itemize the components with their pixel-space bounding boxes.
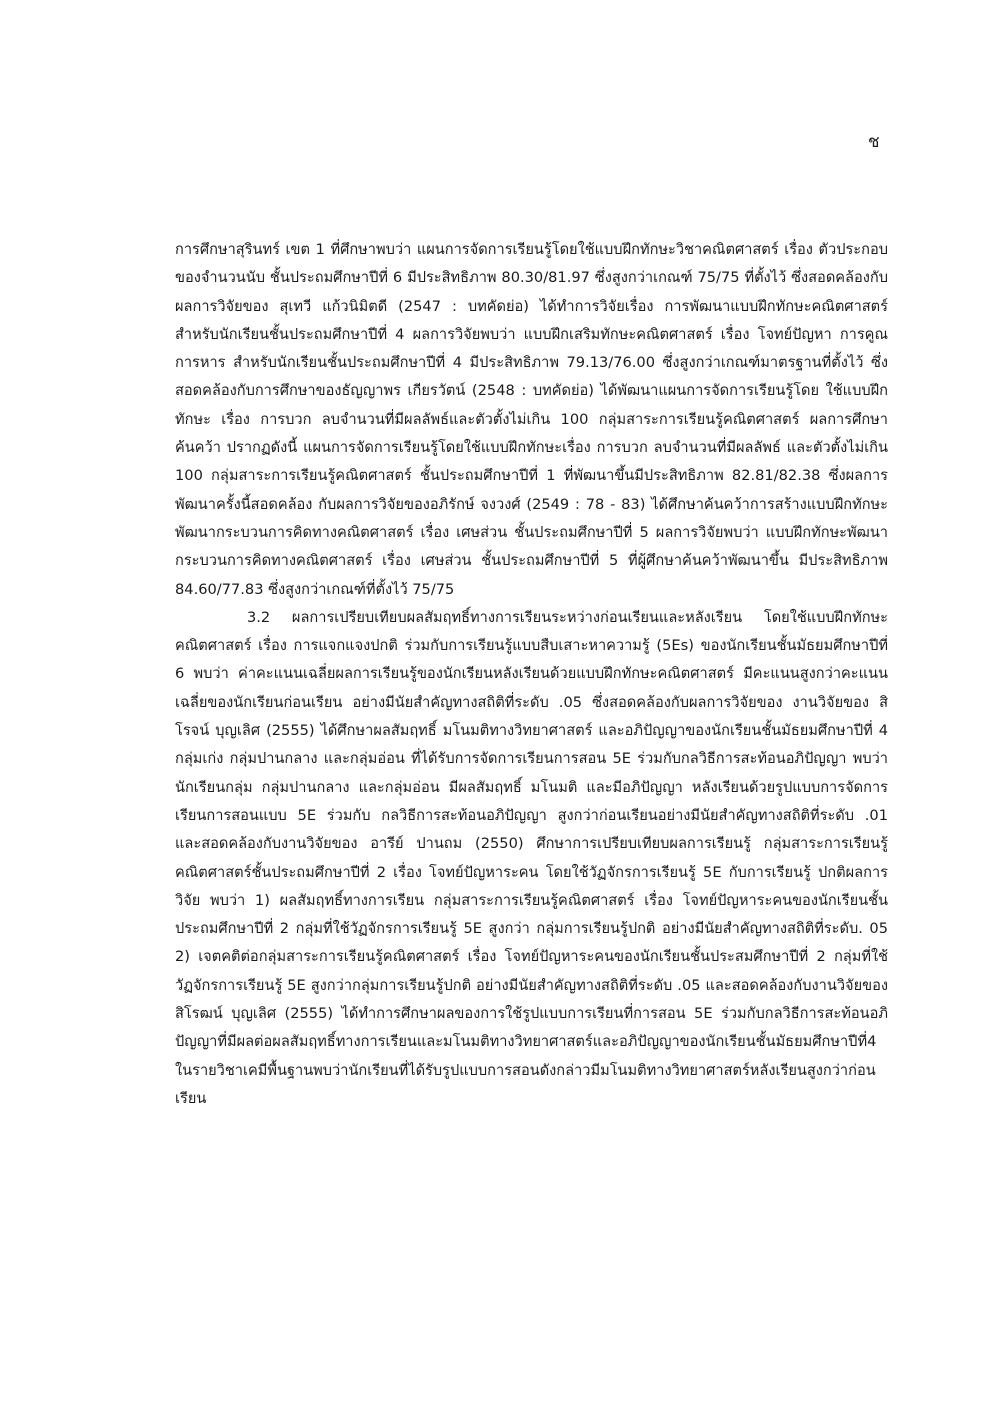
paragraph: การศึกษาสุรินทร์ เขต 1 ที่ศึกษาพบว่า แผนการจัดการเรียนรู้โดยใช้แบบฝึกทักษะวิชาคณิตศาสตร์ เรื่อง ตัวประกอบของจำนวนนับ ชั้นประถมศึกษาปีที่ 6 มีประสิทธิภาพ 80.30/81.97 ซึ่งสูงกว่าเกณฑ์ 75/75 ที่ตั้งไว้ ซึ่งสอดคล้องกับผลการวิจัยของ สุเทวี แก้วนิมิตดี (2547 : บทคัดย่อ) ได้ทำการวิจัยเรื่อง การพัฒนาแบบฝึกทักษะคณิตศาสตร์ สำหรับนักเรียนชั้นประถมศึกษาปีที่ 4 ผลการวิจัยพบว่า แบบฝึกเสริมทักษะคณิตศาสตร์ เรื่อง โจทย์ปัญหา การคูณ การหาร สำหรับนักเรียนชั้นประถมศึกษาปีที่ 4 มีประสิทธิภาพ 79.13/76.00 ซึ่งสูงกว่าเกณฑ์มาตรฐานที่ตั้งไว้ ซึ่งสอดคล้องกับการศึกษาของธัญญาพร เกียรวัตน์ (2548 : บทคัดย่อ) ได้พัฒนาแผนการจัดการเรียนรู้โดย ใช้แบบฝึกทักษะ เรื่อง การบวก ลบจำนวนที่มีผลลัพธ์และตัวตั้งไม่เกิน 100 กลุ่มสาระการเรียนรู้คณิตศาสตร์ ผลการศึกษาค้นคว้า ปรากฏดังนี้ แผนการจัดการเรียนรู้โดยใช้แบบฝึกทักษะเรื่อง การบวก ลบจำนวนที่มีผลลัพธ์ และตัวตั้งไม่เกิน 100 กลุ่มสาระการเรียนรู้คณิตศาสตร์ ชั้นประถมศึกษาปีที่ 1 ที่พัฒนาขึ้นมีประสิทธิภาพ 82.81/82.38 ซึ่งผลการพัฒนาครั้งนี้สอดคล้อง กับผลการวิจัยของอภิรักษ์ จงวงศ์ (2549 : 78 - 83) ได้ศึกษาค้นคว้าการสร้างแบบฝึกทักษะพัฒนากระบวนการคิดทางคณิตศาสตร์ เรื่อง เศษส่วน ชั้นประถมศึกษาปีที่ 5 ผลการวิจัยพบว่า แบบฝึกทักษะพัฒนากระบวนการคิดทางคณิตศาสตร์ เรื่อง เศษส่วน ชั้นประถมศึกษาปีที่ 5 ที่ผู้ศึกษาค้นคว้าพัฒนาขึ้น มีประสิทธิภาพ 84.60/77.83 ซึ่งสูงกว่าเกณฑ์ที่ตั้งไว้ 75/75 — [175, 241, 888, 598]
body-text — [175, 236, 888, 1113]
page-number: ช — [868, 132, 880, 152]
paragraph: 3.2 ผลการเปรียบเทียบผลสัมฤทธิ์ทางการเรียนระหว่างก่อนเรียนและหลังเรียน โดยใช้แบบฝึกทักษะคณิตศาสตร์ เรื่อง การแจกแจงปกติ ร่วมกับการเรียนรู้แบบสืบเสาะหาความรู้ (5Es) ของนักเรียนชั้นมัธยมศึกษาปีที่ 6 พบว่า ค่าคะแนนเฉลี่ยผลการเรียนรู้ของนักเรียนหลังเรียนด้วยแบบฝึกทักษะคณิตศาสตร์ มีคะแนนสูงกว่าคะแนนเฉลี่ยของนักเรียนก่อนเรียน อย่างมีนัยสำคัญทางสถิติที่ระดับ .05 ซึ่งสอดคล้องกับผลการวิจัยของ งานวิจัยของ สิโรจน์ บุญเลิศ (2555) ได้ศึกษาผลสัมฤทธิ์ มโนมติทางวิทยาศาสตร์ และอภิปัญญาของนักเรียนชั้นมัธยมศึกษาปีที่ 4 กลุ่มเก่ง กลุ่มปานกลาง และกลุ่มอ่อน ที่ได้รับการจัดการเรียนการสอน 5E ร่วมกับกลวิธีการสะท้อนอภิปัญญา พบว่า นักเรียนกลุ่ม กลุ่มปานกลาง และกลุ่มอ่อน มีผลสัมฤทธิ์ มโนมติ และมีอภิปัญญา หลังเรียนด้วยรูปแบบการจัดการเรียนการสอนแบบ 5E ร่วมกับ กลวิธีการสะท้อนอภิปัญญา สูงกว่าก่อนเรียนอย่างมีนัยสำคัญทางสถิติที่ระดับ .01 และสอดคล้องกับงานวิจัยของ อารีย์ ปานถม (2550) ศึกษาการเปรียบเทียบผลการเรียนรู้ กลุ่มสาระการเรียนรู้ คณิตศาสตร์ชั้นประถมศึกษาปีที่ 2 เรื่อง โจทย์ปัญหาระคน โดยใช้วัฏจักรการเรียนรู้ 5E กับการเรียนรู้ ปกติผลการวิจัย พบว่า 1) ผลสัมฤทธิ์ทางการเรียน กลุ่มสาระการเรียนรู้คณิตศาสตร์ เรื่อง โจทย์ปัญหาระคนของนักเรียนชั้นประถมศึกษาปีที่ 2 กลุ่มที่ใช้วัฏจักรการเรียนรู้ 5E สูงกว่า กลุ่มการเรียนรู้ปกติ อย่างมีนัยสำคัญทางสถิติที่ระดับ. 05 2) เจตคติต่อกลุ่มสาระการเรียนรู้คณิตศาสตร์ เรื่อง โจทย์ปัญหาระคนของนักเรียนชั้นประสมศึกษาปีที่ 2 กลุ่มที่ใช้วัฏจักรการเรียนรู้ 5E สูงกว่ากลุ่มการเรียนรู้ปกติ อย่างมีนัยสำคัญทางสถิติที่ระดับ .05 และสอดคล้องกับงานวิจัยของ สิโรฒน์ บุญเลิศ (2555) ได้ทำการศึกษาผลของการใช้รูปแบบการเรียนที่การสอน 5E ร่วมกับกลวิธีการสะท้อนอภิปัญญาที่มีผลต่อผลสัมฤทธิ์ทางการเรียนและมโนมติทางวิทยาศาสตร์และอภิปัญญาของนักเรียนชั้นมัธยมศึกษาปีที่4 ในรายวิชาเคมีพื้นฐานพบว่านักเรียนที่ได้รับรูปแบบการสอนดังกล่าวมีมโนมติทางวิทยาศาสตร์หลังเรียนสูงกว่าก่อนเรียน — [175, 608, 888, 1107]
